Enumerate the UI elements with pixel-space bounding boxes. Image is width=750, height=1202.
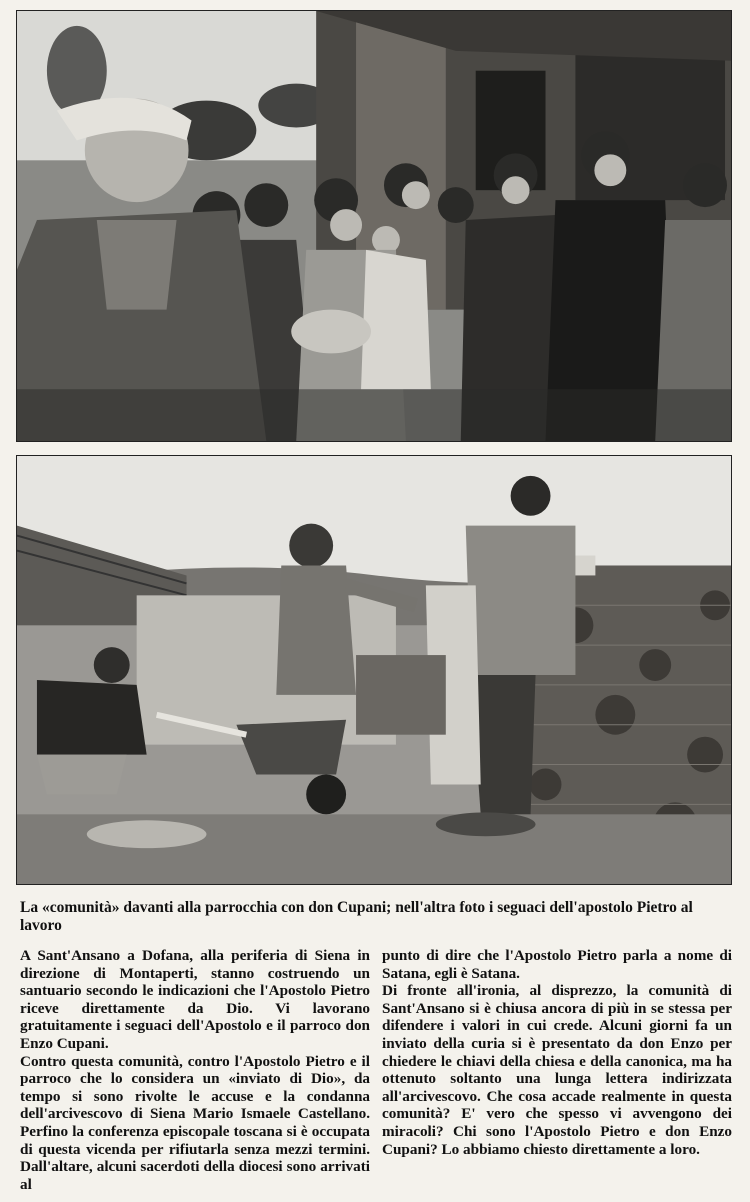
photo-community-image (17, 11, 731, 441)
photo-caption: La «comunità» davanti alla parrocchia con don Cupani; nell'altra foto i seguaci dell'apostolo Pietro al lavoro (20, 899, 693, 934)
article-column-left (20, 947, 370, 1193)
article-body (20, 947, 732, 1193)
paragraph: Di fronte all'ironia, al disprezzo, la comunità di Sant'Ansano si è chiusa ancora di più in se stessa per difendere i valori in cui crede. Alcuni giorni fa un inviato della curia si è presentato da don Enzo per chiedere le chiavi della chiesa e della canonica, ma ha ottenuto soltanto una lunga lettera indirizzata all'arcivescovo. Che cosa accade realmente in questa comunità? E' vero che spesso vi avvengono dei miracoli? Chi sono l'Apostolo Pietro e don Enzo Cupani? Lo abbiamo chiesto direttamente a loro. (382, 982, 732, 1158)
article-column-right (382, 947, 732, 1193)
paragraph: Contro questa comunità, contro l'Apostolo Pietro e il parroco che lo considera un «inviato di Dio», da tempo si sono rivolte le accuse e la condanna dell'arcivescovo di Siena Mario Ismaele Castellano. Perfino la conferenza episcopale toscana si è occupata di questa vicenda per rifiutarla senza mezzi termini. Dall'altare, alcuni sacerdoti della diocesi sono arrivati al (20, 1052, 370, 1193)
photo-followers-working (16, 455, 732, 885)
paragraph: punto di dire che l'Apostolo Pietro parla a nome di Satana, egli è Satana. (382, 947, 732, 982)
photo-followers-image (17, 456, 731, 884)
paragraph: A Sant'Ansano a Dofana, alla periferia di Siena in direzione di Montaperti, stanno costruendo un santuario secondo le indicazioni che l'Apostolo Pietro riceve direttamente da Dio. Vi lavorano gratuitamente i seguaci dell'Apostolo e il parroco don Enzo Cupani. (20, 947, 370, 1052)
photo-community-parish (16, 10, 732, 442)
